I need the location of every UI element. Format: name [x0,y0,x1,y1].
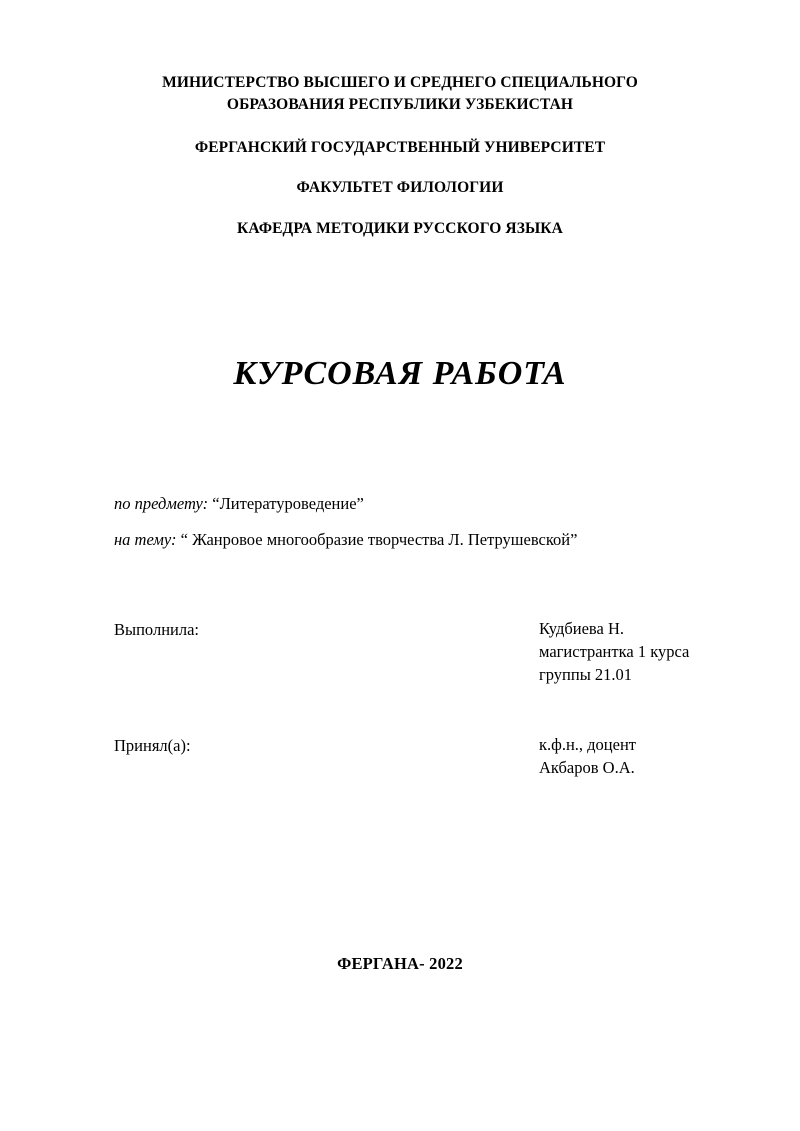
subject-row [114,492,710,517]
ministry-line-2: ОБРАЗОВАНИЯ РЕСПУБЛИКИ УЗБЕКИСТАН [226,96,574,114]
city-year-footer: ФЕРГАНА- 2022 [337,954,463,973]
author-row [114,618,740,686]
supervisor-name: Акбаров О.А. [539,758,635,778]
topic-row [114,528,710,553]
supervisor-role-label: Принял(а): [114,736,191,756]
supervisor-info [539,734,740,780]
institution-header [0,72,800,240]
subject-value: “Литературоведение” [212,494,364,513]
ministry-line-1: МИНИСТЕРСТВО ВЫСШЕГО И СРЕДНЕГО СПЕЦИАЛЬНОГО [162,74,638,91]
topic-value: “ Жанровое многообразие творчества Л. Петрушевской” [180,529,578,549]
ministry-name [100,72,700,117]
department-name: КАФЕДРА МЕТОДИКИ РУССКОГО ЯЗЫКА [237,219,563,237]
subject-label: по предмету: [114,494,209,513]
supervisor-degree: к.ф.н., доцент [539,735,637,755]
author-group: группы 21.01 [539,664,633,684]
author-role-label: Выполнила: [114,620,199,639]
topic-label: на тему: [114,529,177,549]
faculty-name: ФАКУЛЬТЕТ ФИЛОЛОГИИ [296,179,504,197]
author-info [539,618,740,686]
subject-section [114,492,710,564]
university-name: ФЕРГАНСКИЙ ГОСУДАРСТВЕННЫЙ УНИВЕРСИТЕТ [194,138,606,156]
supervisor-row [114,734,740,780]
author-name: Кудбиева Н. [539,619,624,638]
author-status: магистрантка 1 курса [539,641,690,661]
people-section [114,618,740,828]
page-title: КУРСОВАЯ РАБОТА [233,355,567,392]
